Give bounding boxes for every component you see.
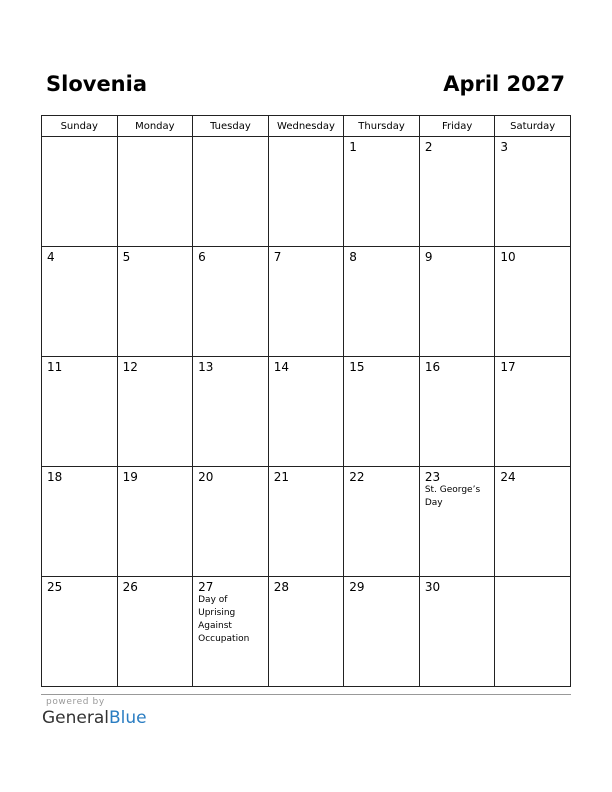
week-row: [42, 467, 571, 577]
week-row: [42, 137, 571, 247]
day-cell[interactable]: [117, 357, 193, 467]
weekday-header-row: [42, 116, 571, 137]
day-cell[interactable]: [268, 247, 344, 357]
brand-blue: Blue: [109, 708, 147, 728]
day-cell[interactable]: [495, 467, 571, 577]
day-number: 25: [47, 580, 63, 594]
day-number: 1: [349, 140, 357, 154]
day-cell[interactable]: [344, 577, 420, 687]
day-cell[interactable]: [193, 577, 269, 687]
day-number: 3: [500, 140, 509, 154]
day-number: 30: [424, 580, 441, 594]
day-number: 20: [198, 470, 214, 484]
day-number: 5: [122, 250, 131, 264]
week-row: [42, 357, 571, 467]
day-number: 23: [424, 470, 441, 484]
weekday-header-sunday: Sunday: [42, 116, 118, 137]
day-cell[interactable]: [42, 137, 118, 247]
day-number: 4: [47, 250, 55, 264]
day-cell[interactable]: [344, 137, 420, 247]
day-cell[interactable]: [193, 467, 269, 577]
day-number: 29: [349, 580, 365, 594]
day-cell[interactable]: [268, 577, 344, 687]
day-number: 10: [500, 250, 516, 264]
day-cell[interactable]: [268, 467, 344, 577]
weekday-header-saturday: Saturday: [495, 116, 571, 137]
day-cell[interactable]: [117, 467, 193, 577]
day-number: 21: [273, 470, 289, 484]
day-number: 19: [122, 470, 138, 484]
day-cell[interactable]: [419, 467, 495, 577]
day-number: 24: [500, 470, 516, 484]
calendar-grid: [41, 115, 571, 687]
generalblue-logo[interactable]: [42, 707, 147, 729]
weekday-header-monday: Monday: [117, 116, 193, 137]
day-cell[interactable]: [42, 247, 118, 357]
weekday-header-tuesday: Tuesday: [193, 116, 269, 137]
powered-by-text: powered by: [46, 697, 105, 707]
day-cell[interactable]: [495, 247, 571, 357]
day-number: 7: [273, 250, 282, 264]
day-cell[interactable]: [193, 247, 269, 357]
day-number: 9: [424, 250, 433, 264]
day-number: 2: [424, 140, 433, 154]
day-cell[interactable]: [419, 247, 495, 357]
weekday-header-thursday: Thursday: [344, 116, 420, 137]
day-number: 6: [198, 250, 206, 264]
day-number: 15: [349, 360, 365, 374]
week-row: [42, 247, 571, 357]
holiday-label: St. George’s Day: [424, 485, 481, 508]
day-cell[interactable]: [344, 247, 420, 357]
day-cell[interactable]: [42, 577, 118, 687]
brand-general: General: [42, 708, 109, 728]
month-title: April 2027: [443, 72, 565, 96]
day-number: 11: [47, 360, 63, 374]
day-cell[interactable]: [495, 577, 571, 687]
day-number: 28: [273, 580, 289, 594]
day-cell[interactable]: [495, 357, 571, 467]
day-cell[interactable]: [344, 467, 420, 577]
day-number: 26: [122, 580, 138, 594]
day-cell[interactable]: [419, 357, 495, 467]
day-cell[interactable]: [117, 247, 193, 357]
day-number: 27: [198, 580, 214, 594]
day-number: 16: [424, 360, 441, 374]
day-cell[interactable]: [117, 137, 193, 247]
day-cell[interactable]: [193, 137, 269, 247]
day-number: 8: [349, 250, 357, 264]
day-number: 12: [122, 360, 138, 374]
weekday-header-friday: Friday: [419, 116, 495, 137]
day-cell[interactable]: [117, 577, 193, 687]
day-cell[interactable]: [268, 357, 344, 467]
day-number: 17: [500, 360, 516, 374]
weekday-header-wednesday: Wednesday: [268, 116, 344, 137]
day-number: 13: [198, 360, 214, 374]
day-number: 18: [47, 470, 63, 484]
day-cell[interactable]: [193, 357, 269, 467]
day-cell[interactable]: [495, 137, 571, 247]
holiday-label: Day of Uprising Against Occupation: [198, 595, 250, 644]
day-cell[interactable]: [42, 467, 118, 577]
country-title: Slovenia: [46, 72, 148, 96]
day-cell[interactable]: [419, 577, 495, 687]
week-row: [42, 577, 571, 687]
day-cell[interactable]: [268, 137, 344, 247]
day-number: 14: [273, 360, 289, 374]
day-cell[interactable]: [419, 137, 495, 247]
day-cell[interactable]: [42, 357, 118, 467]
day-number: 22: [349, 470, 365, 484]
footer-divider: [41, 694, 571, 695]
day-cell[interactable]: [344, 357, 420, 467]
